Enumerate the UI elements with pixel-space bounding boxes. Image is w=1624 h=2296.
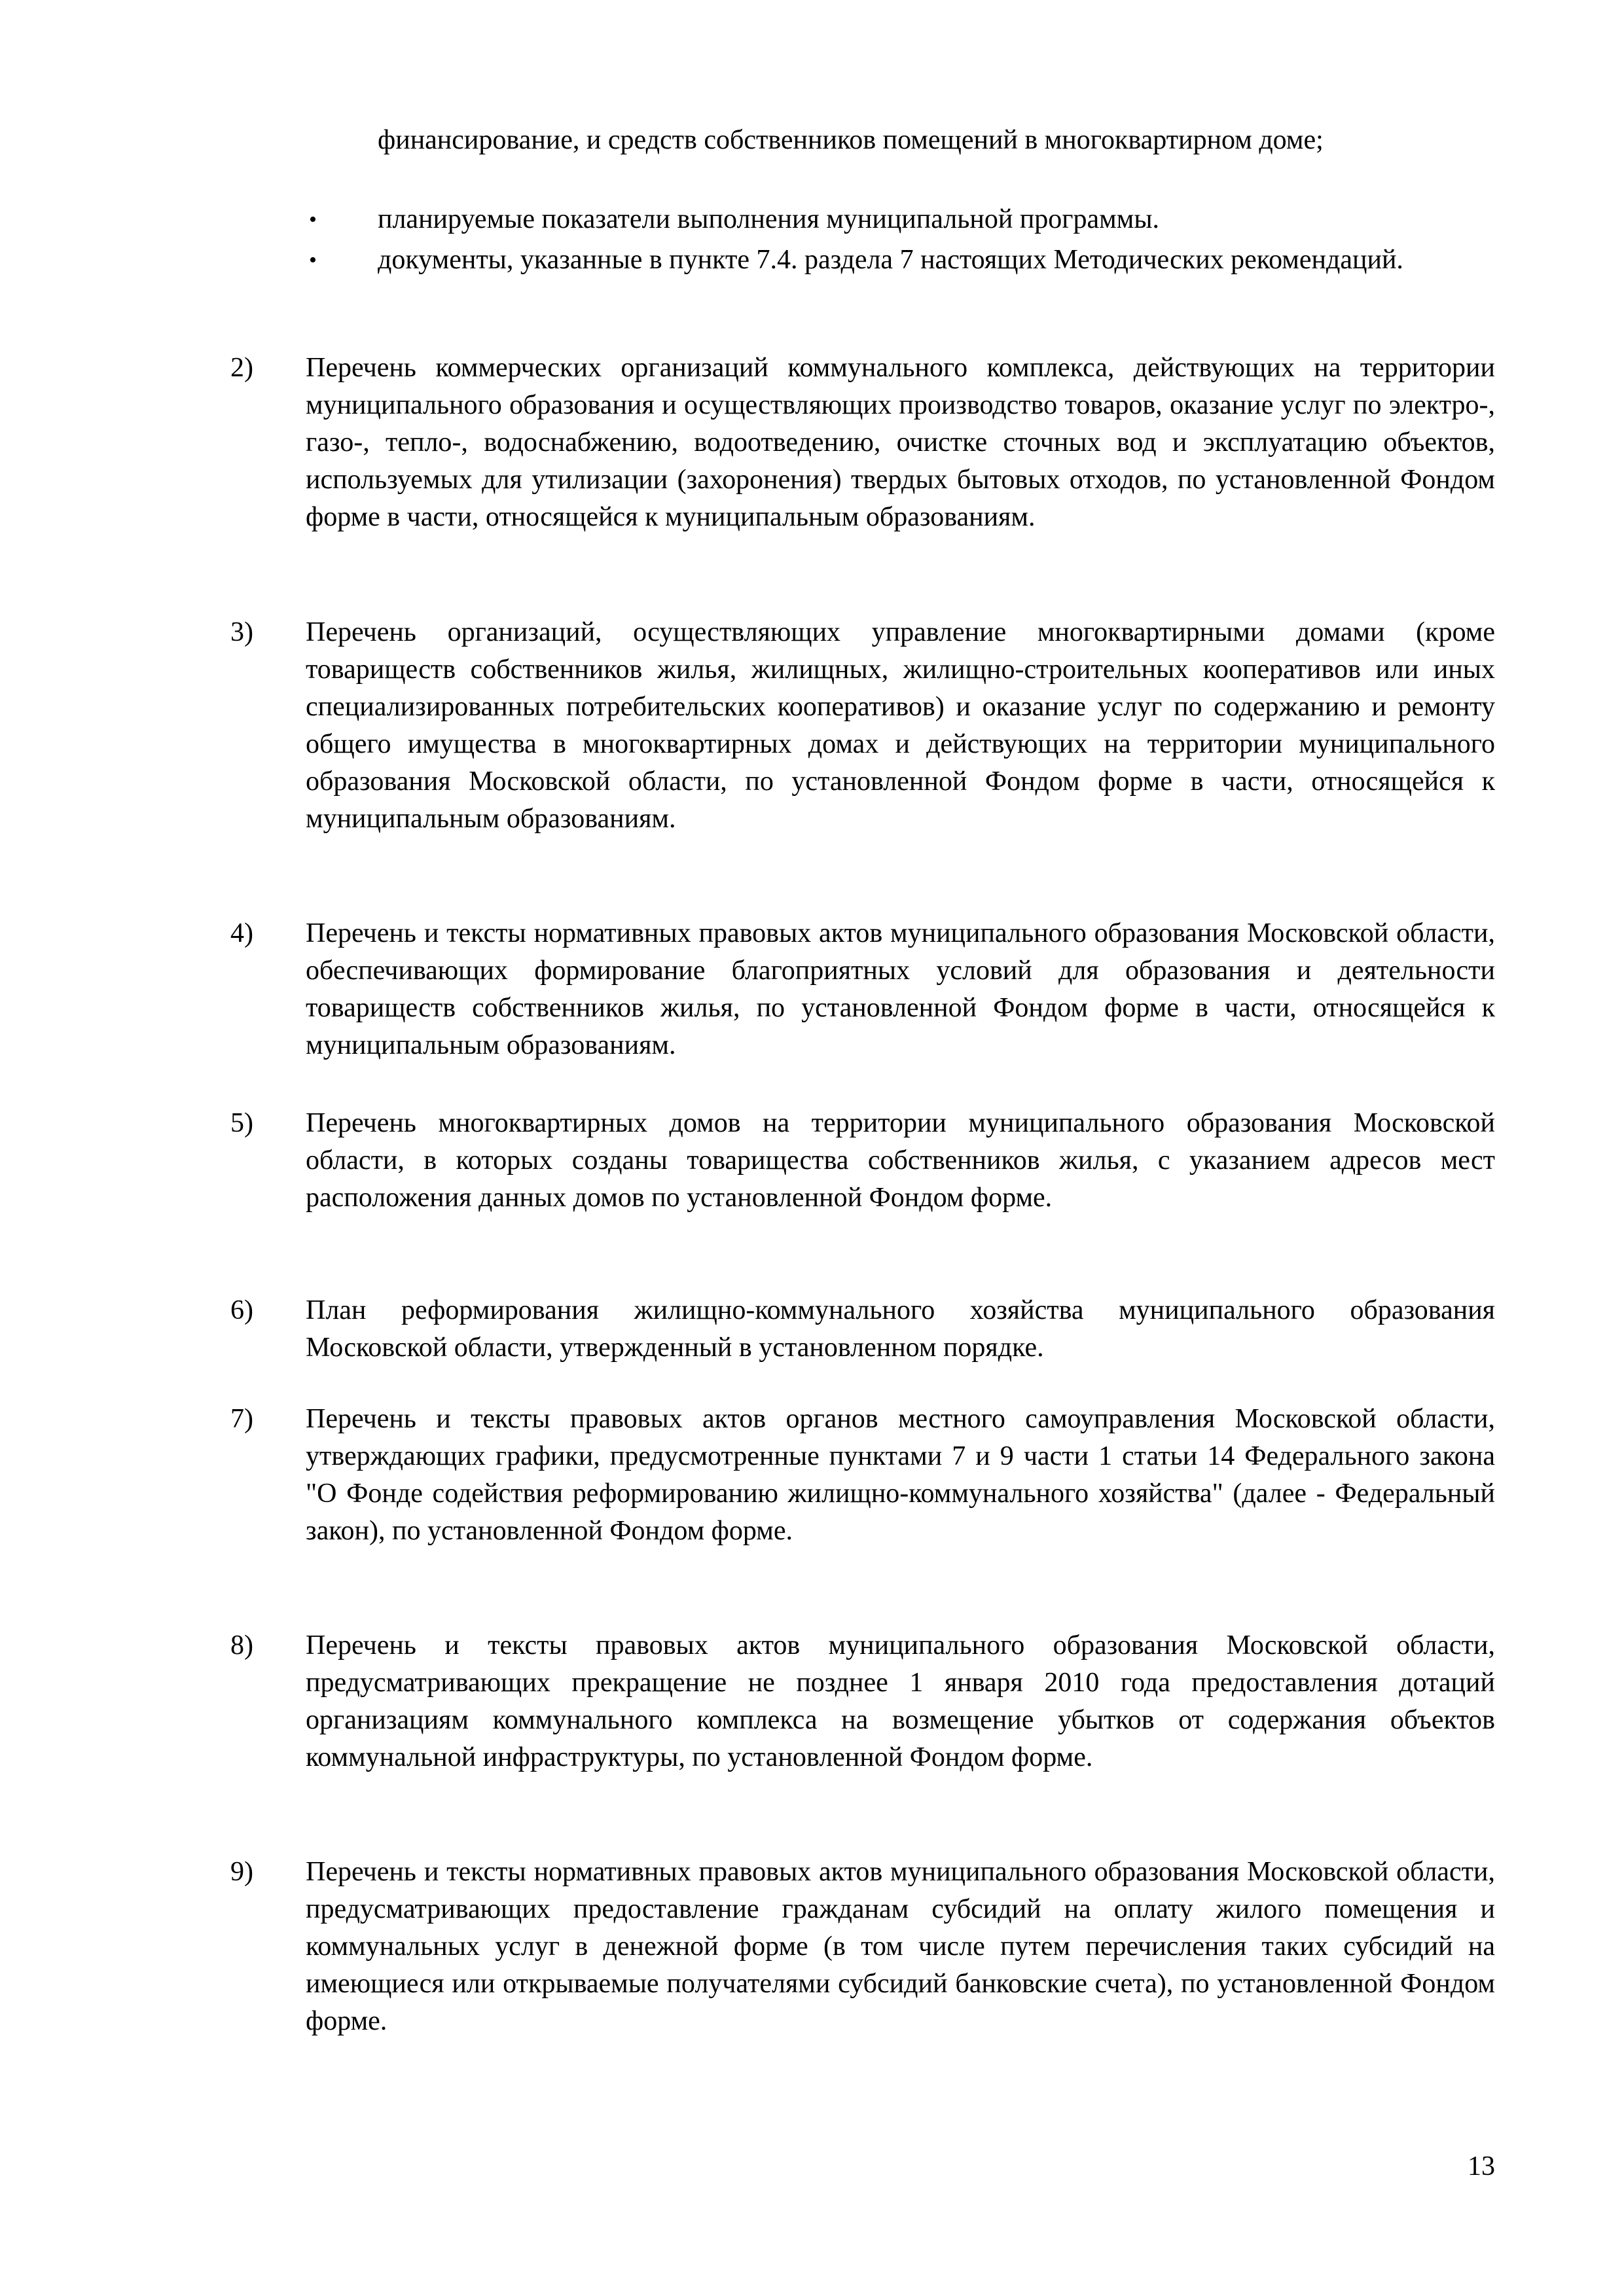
list-item: Перечень и тексты правовых актов муниципального образования Московской области, предусматривающих прекращение не позднее 1 января 2010 года предоставления дотаций организациям коммунального комплекса на возмещение убытков от содержания объектов коммунальной инфраструктуры, по установленной Фондом форме.	[306, 1630, 1495, 1772]
list-item: Перечень организаций, осуществляющих управление многоквартирными домами (кроме товариществ собственников жилья, жилищных, жилищно-строительных кооперативов или иных специализированных потребительских кооперативов) и оказание услуг по содержанию и ремонту общего имущества в многоквартирных домах и действующих на территории муниципального образования Московской области, по установленной Фондом форме в части, относящейся к муниципальным образованиям.	[306, 617, 1495, 834]
list-item-number: 3)	[230, 617, 253, 647]
bullet-icon: •	[309, 207, 317, 232]
list-item: План реформирования жилищно-коммунального хозяйства муниципального образования Московской области, утвержденный в установленном порядке.	[306, 1295, 1495, 1363]
list-item: Перечень и тексты правовых актов органов местного самоуправления Московской области, утверждающих графики, предусмотренные пунктами 7 и 9 части 1 статьи 14 Федерального закона "О Фонде содействия реформированию жилищно-коммунального хозяйства" (далее - Федеральный закон), по установленной Фондом форме.	[306, 1404, 1495, 1546]
page-number: 13	[1468, 2151, 1495, 2181]
list-item: Перечень и тексты нормативных правовых актов муниципального образования Московской области, обеспечивающих формирование благоприятных условий для образования и деятельности товариществ собственников жилья, по установленной Фондом форме в части, относящейся к муниципальным образованиям.	[306, 918, 1495, 1060]
list-item-number: 7)	[230, 1404, 253, 1434]
bullet-item: документы, указанные в пункте 7.4. раздела 7 настоящих Методических рекомендаций.	[378, 245, 1403, 275]
list-item-number: 2)	[230, 353, 253, 383]
list-item: Перечень коммерческих организаций коммунального комплекса, действующих на территории муниципального образования и осуществляющих производство товаров, оказание услуг по электро-, газо-, тепло-, водоснабжению, водоотведению, очистке сточных вод и эксплуатацию объектов, используемых для утилизации (захоронения) твердых бытовых отходов, по установленной Фондом форме в части, относящейся к муниципальным образованиям.	[306, 353, 1495, 532]
list-item-number: 6)	[230, 1295, 253, 1325]
list-item: Перечень многоквартирных домов на территории муниципального образования Московской области, в которых созданы товарищества собственников жилья, с указанием адресов мест расположения данных домов по установленной Фондом форме.	[306, 1108, 1495, 1213]
list-item-number: 5)	[230, 1108, 253, 1138]
list-item-number: 9)	[230, 1857, 253, 1887]
list-item-number: 8)	[230, 1630, 253, 1660]
list-item-number: 4)	[230, 918, 253, 948]
bullet-icon: •	[309, 248, 317, 272]
bullet-item: планируемые показатели выполнения муниципальной программы.	[378, 204, 1160, 234]
continuation-paragraph: финансирование, и средств собственников помещений в многоквартирном доме;	[378, 125, 1324, 155]
list-item: Перечень и тексты нормативных правовых актов муниципального образования Московской области, предусматривающих предоставление гражданам субсидий на оплату жилого помещения и коммунальных услуг в денежной форме (в том числе путем перечисления таких субсидий на имеющиеся или открываемые получателями субсидий банковские счета), по установленной Фондом форме.	[306, 1857, 1495, 2036]
